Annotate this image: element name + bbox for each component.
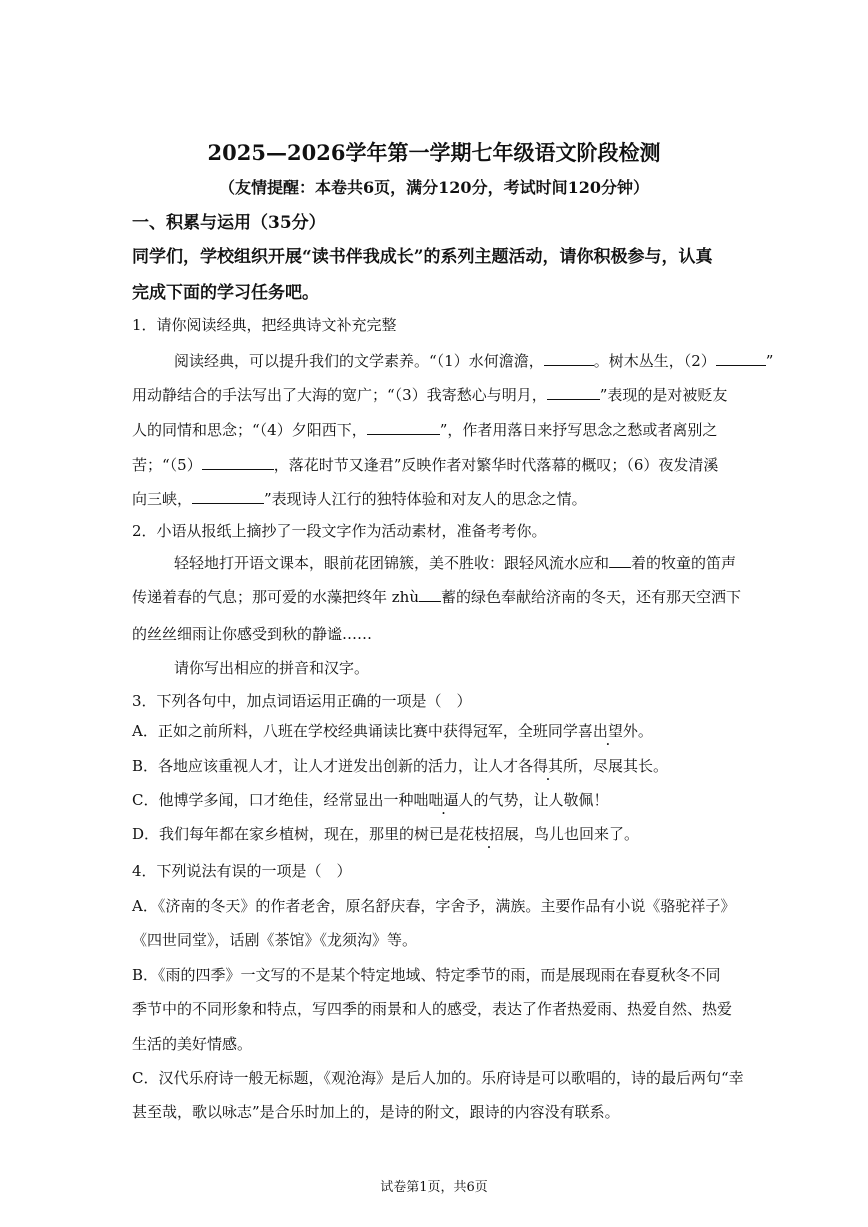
answer-blank[interactable]: [609, 554, 631, 568]
intro-line: 完成下面的学习任务吧。: [132, 283, 319, 303]
dotted-word: 花枝招展: [459, 825, 520, 843]
answer-blank[interactable]: [202, 456, 274, 470]
question-1-line: 人的同情和思念；“（4）夕阳西下， ”，作者用落日来抒写思念之愁或者离别之: [132, 421, 718, 439]
option-b: B．《雨的四季》一文写的不是某个特定地域、特定季节的雨，而是展现雨在春夏秋冬不同: [132, 966, 721, 984]
question-1-line: 用动静结合的手法写出了大海的宽广；“（3）我寄愁心与明月， ”表现的是对被贬友: [132, 386, 728, 404]
option-b: B．各地应该重视人才，让人才迸发出创新的活力，让人才各得其所，尽展其长。: [132, 757, 669, 775]
page-footer: 试卷第1页，共6页: [380, 1180, 488, 1195]
question-1-stem: 1．请你阅读经典，把经典诗文补充完整: [132, 316, 397, 334]
answer-blank[interactable]: [547, 386, 600, 400]
question-2-line: 的丝丝细雨让你感受到秋的静谧……: [132, 625, 373, 643]
option-d: D．我们每年都在家乡植树，现在，那里的树已是花枝招展，鸟儿也回来了。: [132, 825, 640, 843]
question-1-line: 阅读经典，可以提升我们的文学素养。“（1）水何澹澹， 。树木丛生，（2） ”: [174, 352, 774, 370]
option-a: 《四世同堂》，话剧《茶馆》《龙须沟》等。: [132, 931, 418, 949]
question-1-line: 苦；“（5） ，落花时节又逢君”反映作者对繁华时代落幕的概叹；（6）夜发清溪: [132, 456, 719, 474]
option-c: C．他博学多闻，口才绝佳，经常显出一种咄咄逼人的气势，让人敬佩！: [132, 791, 609, 809]
answer-blank[interactable]: [367, 421, 440, 435]
option-a: A．正如之前所料，八班在学校经典诵读比赛中获得冠军，全班同学喜出望外。: [132, 722, 653, 740]
dotted-word: 咄咄逼人: [413, 791, 474, 809]
option-a: A．《济南的冬天》的作者老舍，原名舒庆春，字舍予，满族。主要作品有小说《骆驼祥子》: [132, 897, 736, 915]
option-c: 甚至哉，歌以咏志”是合乐时加上的，是诗的附文，跟诗的内容没有联系。: [132, 1103, 620, 1121]
dotted-word: 各得其所: [518, 757, 579, 775]
question-4-stem: 4．下列说法有误的一项是（ ）: [132, 862, 352, 880]
answer-blank[interactable]: [192, 490, 264, 504]
option-b: 生活的美好情感。: [132, 1035, 253, 1053]
question-1-line: 向三峡， ”表现诗人江行的独特体验和对友人的思念之情。: [132, 490, 587, 508]
page-title: 2025—2026学年第一学期七年级语文阶段检测: [207, 140, 661, 165]
question-2-stem: 2．小语从报纸上摘抄了一段文字作为活动素材，准备考考你。: [132, 522, 547, 540]
answer-blank[interactable]: [419, 588, 441, 602]
question-2-line: 轻轻地打开语文课本，眼前花团锦簇，美不胜收：跟轻风流水应和 着的牧童的笛声: [174, 554, 737, 572]
question-2-line: 传递着春的气息；那可爱的水藻把终年 zhù 蓄的绿色奉献给济南的冬天，还有那天空洒下: [132, 588, 742, 606]
dotted-word: 喜出望外: [577, 722, 638, 740]
intro-line: 同学们，学校组织开展“读书伴我成长”的系列主题活动，请你积极参与，认真: [132, 247, 713, 267]
question-3-stem: 3．下列各句中，加点词语运用正确的一项是（ ）: [132, 692, 472, 710]
question-2-ask: 请你写出相应的拼音和汉字。: [174, 659, 370, 677]
answer-blank[interactable]: [544, 352, 594, 366]
option-c: C．汉代乐府诗一般无标题，《观沧海》是后人加的。乐府诗是可以歌唱的，诗的最后两句“幸: [132, 1069, 744, 1087]
answer-blank[interactable]: [716, 352, 766, 366]
section-heading: 一、积累与运用（35分）: [132, 213, 326, 233]
option-b: 季节中的不同形象和特点，写四季的雨景和人的感受，表达了作者热爱雨、热爱自然、热爱: [132, 1000, 733, 1018]
exam-notice: （友情提醒：本卷共6页，满分120分，考试时间120分钟）: [219, 178, 649, 197]
